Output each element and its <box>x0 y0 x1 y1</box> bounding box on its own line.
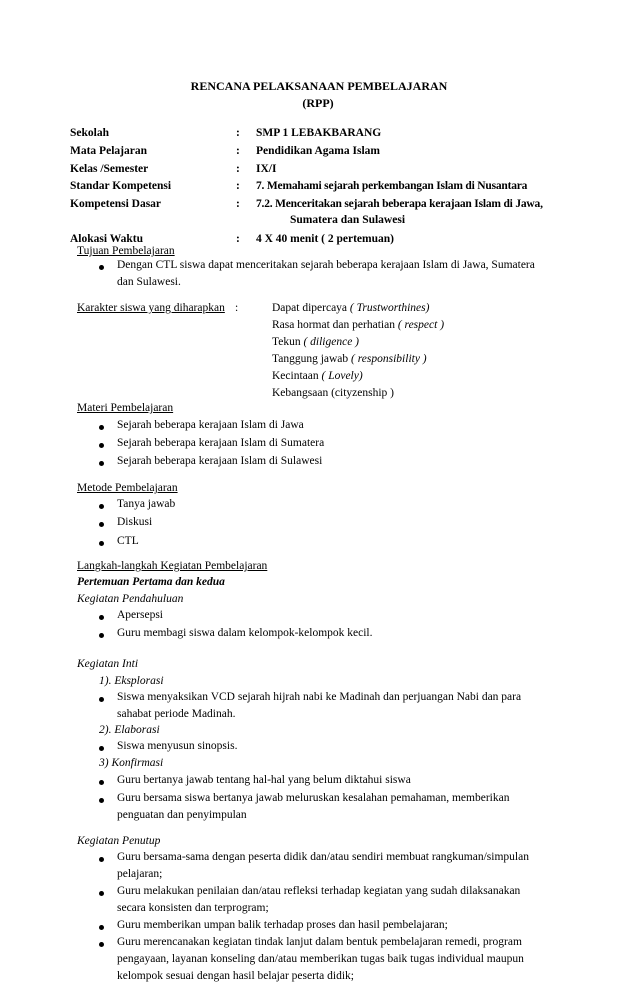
karakter-item-text: Kebangsaan (cityzenship ) <box>272 387 394 399</box>
karakter-item-text: Tekun <box>272 336 304 348</box>
eksplorasi-item-cont: sahabat periode Madinah. <box>117 708 236 720</box>
konfirmasi-item: Guru bersama siswa bertanya jawab meluruskan kesalahan pemahaman, memberikan <box>117 792 510 804</box>
bullet-icon <box>99 504 104 509</box>
bullet-icon <box>99 925 104 930</box>
header-label-mapel: Mata Pelajaran <box>70 145 147 157</box>
bullet-icon <box>99 746 104 751</box>
konfirmasi-heading: 3) Konfirmasi <box>99 757 164 769</box>
bullet-icon <box>99 461 104 466</box>
karakter-item <box>272 385 394 402</box>
penutup-item-cont: secara konsisten dan terprogram; <box>117 902 269 914</box>
header-value-sk: 7. Memahami sejarah perkembangan Islam di Nusantara <box>256 180 528 192</box>
karakter-item-text: Rasa hormat dan perhatian <box>272 319 398 331</box>
karakter-item-italic: ( respect ) <box>397 319 445 331</box>
document-subtitle <box>0 95 638 112</box>
inti-heading: Kegiatan Inti <box>77 658 139 670</box>
bullet-icon <box>99 798 104 803</box>
metode-heading: Metode Pembelajaran <box>77 482 178 494</box>
header-colon: : <box>236 180 240 192</box>
header-value-kelas: IX/I <box>256 163 277 175</box>
header-value-sekolah: SMP 1 LEBAKBARANG <box>256 127 382 139</box>
bullet-icon <box>99 522 104 527</box>
penutup-item-cont: pelajaran; <box>117 868 163 880</box>
bullet-icon <box>99 780 104 785</box>
karakter-item <box>272 368 363 385</box>
header-colon: : <box>236 198 240 210</box>
bullet-icon <box>99 265 104 270</box>
karakter-item-text: Tanggung jawab <box>272 353 352 365</box>
header-colon: : <box>236 127 240 139</box>
bullet-icon <box>99 942 104 947</box>
karakter-heading: Karakter siswa yang diharapkan <box>77 302 225 314</box>
elaborasi-heading: 2). Elaborasi <box>99 724 160 736</box>
bullet-icon <box>99 443 104 448</box>
karakter-item-text: Kecintaan <box>272 370 322 382</box>
header-label-kd: Kompetensi Dasar <box>70 198 162 210</box>
header-value-kd-cont: Sumatera dan Sulawesi <box>290 214 406 226</box>
penutup-item-cont: kelompok sesuai dengan hasil belajar peserta didik; <box>117 970 354 982</box>
materi-item: Sejarah beberapa kerajaan Islam di Sumatera <box>117 437 325 449</box>
header-value-kd: 7.2. Menceritakan sejarah beberapa kerajaan Islam di Jawa, <box>256 198 543 210</box>
header-label-sekolah: Sekolah <box>70 127 109 139</box>
konfirmasi-item-cont: penguatan dan penyimpulan <box>117 809 247 821</box>
bullet-icon <box>99 425 104 430</box>
penutup-item: Guru memberikan umpan balik terhadap proses dan hasil pembelajaran; <box>117 919 448 931</box>
bullet-icon <box>99 541 104 546</box>
karakter-item-text: Dapat dipercaya <box>272 302 350 314</box>
penutup-heading: Kegiatan Penutup <box>77 835 161 847</box>
pertemuan-heading: Pertemuan Pertama dan kedua <box>77 576 225 588</box>
header-value-mapel: Pendidikan Agama Islam <box>256 145 380 157</box>
header-colon: : <box>236 163 240 175</box>
header-label-sk: Standar Kompetensi <box>70 180 172 192</box>
tujuan-heading: Tujuan Pembelajaran <box>77 245 175 257</box>
penutup-item-cont: pengayaan, layanan konseling dan/atau memberikan tugas baik tugas individual maupun <box>117 953 524 965</box>
eksplorasi-item: Siswa menyaksikan VCD sejarah hijrah nabi ke Madinah dan perjuangan Nabi dan para <box>117 691 522 703</box>
eksplorasi-heading: 1). Eksplorasi <box>99 675 164 687</box>
karakter-item <box>272 300 429 317</box>
metode-item: Tanya jawab <box>117 498 176 510</box>
elaborasi-item: Siswa menyusun sinopsis. <box>117 740 238 752</box>
document-subtitle-text: (RPP) <box>302 96 334 110</box>
bullet-icon <box>99 857 104 862</box>
karakter-item-italic: ( Trustworthines) <box>349 302 430 314</box>
materi-item: Sejarah beberapa kerajaan Islam di Sulawesi <box>117 455 323 467</box>
document-title: RENCANA PELAKSANAAN PEMBELAJARAN <box>190 79 448 93</box>
karakter-item <box>272 351 427 368</box>
header-colon: : <box>236 145 240 157</box>
tujuan-item-cont: dan Sulawesi. <box>117 276 181 288</box>
bullet-icon <box>99 697 104 702</box>
header-label-kelas: Kelas /Semester <box>70 163 149 175</box>
langkah-heading: Langkah-langkah Kegiatan Pembelajaran <box>77 560 268 572</box>
karakter-item-italic: ( Lovely) <box>321 370 363 382</box>
bullet-icon <box>99 615 104 620</box>
pendahuluan-heading: Kegiatan Pendahuluan <box>77 593 184 605</box>
materi-heading: Materi Pembelajaran <box>77 402 174 414</box>
penutup-item: Guru melakukan penilaian dan/atau refleksi terhadap kegiatan yang sudah dilaksanakan <box>117 885 521 897</box>
penutup-item: Guru merencanakan kegiatan tindak lanjut dalam bentuk pembelajaran remedi, program <box>117 936 522 948</box>
karakter-colon: : <box>235 302 239 314</box>
pendahuluan-item: Apersepsi <box>117 609 163 621</box>
header-colon: : <box>236 233 240 245</box>
bullet-icon <box>99 891 104 896</box>
metode-item: CTL <box>117 535 139 547</box>
materi-item: Sejarah beberapa kerajaan Islam di Jawa <box>117 419 304 431</box>
header-label-alokasi: Alokasi Waktu <box>70 233 143 245</box>
penutup-item: Guru bersama-sama dengan peserta didik dan/atau sendiri membuat rangkuman/simpulan <box>117 851 529 863</box>
karakter-item-italic: ( responsibility ) <box>351 353 427 365</box>
header-value-alokasi: 4 X 40 menit ( 2 pertemuan) <box>256 233 394 245</box>
tujuan-item: Dengan CTL siswa dapat menceritakan sejarah beberapa kerajaan Islam di Jawa, Sumatera <box>117 259 535 271</box>
karakter-item <box>272 334 359 351</box>
karakter-item <box>272 317 444 334</box>
bullet-icon <box>99 633 104 638</box>
konfirmasi-item: Guru bertanya jawab tentang hal-hal yang belum diktahui siswa <box>117 774 411 786</box>
metode-item: Diskusi <box>117 516 153 528</box>
karakter-item-italic: ( diligence ) <box>303 336 360 348</box>
pendahuluan-item: Guru membagi siswa dalam kelompok-kelompok kecil. <box>117 627 373 639</box>
